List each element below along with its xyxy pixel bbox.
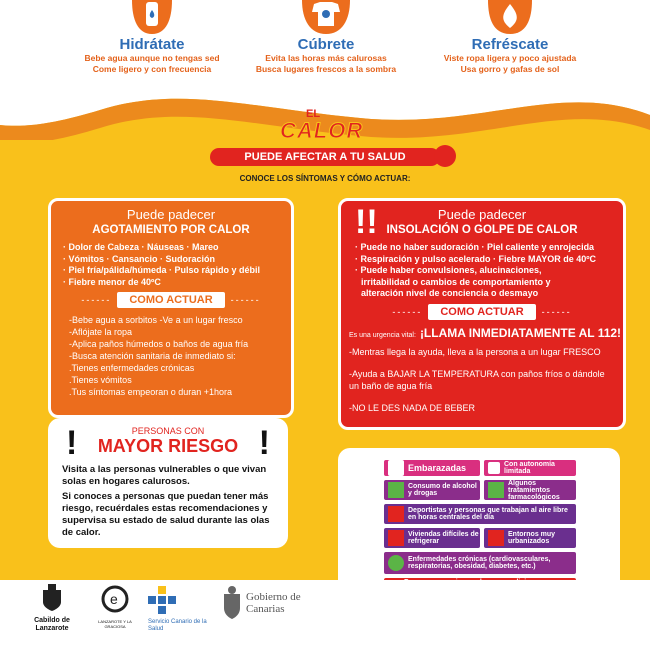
panel-title: INSOLACIÓN O GOLPE DE CALOR: [386, 224, 578, 236]
group-label: Algunos tratamientos farmacológicos: [508, 479, 560, 501]
svg-text:e: e: [110, 591, 118, 607]
tip-refresh: [420, 0, 600, 75]
symptom: · Piel fría/pálida/húmeda · Pulso rápido y débil: [63, 265, 261, 275]
symptom-list: [51, 236, 291, 288]
gobierno-shield-icon: [222, 586, 242, 620]
panel-pre: Puede padecer: [126, 207, 216, 222]
group-item: [384, 460, 480, 476]
ribbon: PUEDE AFECTAR A TU SALUD: [210, 148, 440, 166]
house-icon: [388, 530, 404, 546]
gobierno-label: Gobierno de Canarias: [246, 591, 301, 615]
action: -NO LE DES NADA DE BEBER: [349, 402, 476, 413]
tip-cover: [236, 0, 416, 75]
tip-title: Hidrátate: [119, 36, 185, 53]
action: -Bebe agua a sorbitos -Ve a un lugar fresco: [69, 315, 243, 325]
group-label: Embarazadas: [408, 463, 467, 473]
tip-line: Come ligero y con frecuencia: [92, 64, 212, 74]
panel-pre: Puede padecer: [437, 207, 527, 222]
tip-hydrate: [62, 0, 242, 75]
dashes: ------: [541, 306, 572, 317]
group-label: Viviendas difíciles de refrigerar: [408, 531, 479, 545]
symptom: · Puede haber convulsiones, alucinaciones,: [355, 265, 542, 275]
symptom: · Fiebre menor de 40ºC: [63, 276, 161, 287]
scs-cross-icon: [148, 586, 178, 614]
symptom-list: [341, 236, 623, 300]
risk-text-1: Visita a las personas vulnerables o que vivan solas en hogares calurosos.: [62, 464, 267, 487]
dashes: ------: [392, 306, 423, 317]
risk-title: MAYOR RIESGO: [97, 436, 239, 456]
logo-calor: CALOR: [280, 118, 364, 143]
tip-title: Refréscate: [471, 36, 549, 53]
buildings-icon: [488, 530, 504, 546]
group-item: [484, 480, 576, 500]
footer: [0, 580, 650, 650]
bottle-icon: [388, 482, 404, 498]
symptom: · Puede no haber sudoración · Piel caliente y enrojecida: [355, 242, 595, 252]
group-item: [484, 528, 576, 548]
cabildo-label: Cabildo de Lanzarote: [34, 617, 70, 632]
act-separator: [51, 292, 291, 308]
scs-label: Servicio Canario de la Salud: [148, 619, 207, 632]
action-list: [341, 340, 623, 414]
tips-row: [0, 0, 650, 110]
group-label: Con autonomía limitada: [504, 461, 555, 475]
act-separator: [341, 304, 623, 320]
warning-icon: !!: [355, 203, 378, 241]
thermometer-icon: [434, 145, 456, 167]
action: .Tus síntomas empeoran o duran +1hora: [69, 387, 233, 397]
action: -Ayuda a BAJAR LA TEMPERATURA con paños fríos o dándole un baño de agua fría: [349, 368, 605, 391]
exhaustion-panel: [48, 198, 294, 418]
water-bottle-icon: [122, 0, 182, 36]
sanidad-local-logo: [90, 584, 140, 629]
group-item: [384, 552, 576, 574]
el-calor-logo: [260, 108, 390, 148]
dashes: ------: [81, 295, 112, 305]
pill-icon: [488, 482, 504, 498]
symptom: · Respiración y pulso acelerado · Fiebre MAYOR de 40ºC: [355, 253, 597, 264]
panel-title: AGOTAMIENTO POR CALOR: [92, 224, 250, 236]
group-item: [384, 504, 576, 524]
group-label: Entornos muy urbanizados: [508, 531, 556, 545]
tip-line: Viste ropa ligera y poco ajustada: [443, 53, 577, 63]
tip-title: Cúbrete: [297, 36, 355, 53]
heart-icon: [388, 555, 404, 571]
health-logo-icon: [100, 584, 130, 614]
action: .Tienes vómitos: [69, 375, 132, 385]
exclamation-icon: !: [66, 424, 78, 462]
action: .Tienes enfermedades crónicas: [69, 363, 195, 373]
risk-text-2: Si conoces a personas que puedan tener más riesgo, recuérdales estas recomendaciones y supervisa su estado de salud durante las olas de calor.: [62, 491, 270, 538]
risk-text: [62, 464, 280, 539]
group-label: Deportistas y personas que trabajan al aire libre en horas centrales del día: [408, 507, 568, 521]
logo-el: EL: [306, 108, 321, 120]
dashes: ------: [230, 295, 261, 305]
urgent-pre: Es una urgencia vital:: [349, 331, 416, 339]
subtitle: CONOCE LOS SÍNTOMAS Y CÓMO ACTUAR:: [239, 174, 411, 183]
symptom: · Dolor de Cabeza · Náuseas · Mareo: [63, 242, 219, 252]
symptom: alteración nivel de conciencia o desmayo: [361, 288, 539, 298]
risk-pre: PERSONAS CON: [131, 426, 205, 436]
coat-of-arms-icon: [41, 584, 63, 612]
group-item: [484, 460, 576, 476]
group-item: [384, 528, 480, 548]
tshirt-icon: [296, 0, 356, 36]
pregnant-icon: [388, 460, 404, 476]
symptom: · Vómitos · Cansancio · Sudoración: [63, 253, 216, 264]
group-item: [384, 480, 480, 500]
cabildo-logo: [30, 584, 74, 633]
runner-icon: [388, 506, 404, 522]
symptom: irritabilidad o cambios de comportamiento y: [361, 276, 551, 287]
tip-line: Evita las horas más calurosas: [265, 53, 387, 63]
urgent-line: [341, 320, 623, 340]
action: -Aflójate la ropa: [69, 327, 133, 337]
wheelchair-icon: [488, 462, 500, 474]
tip-line: Bebe agua aunque no tengas sed: [84, 53, 220, 63]
drop-icon: [480, 0, 540, 36]
tip-line: Usa gorro y gafas de sol: [460, 64, 560, 74]
act-label: COMO ACTUAR: [117, 292, 224, 308]
lanzarote-label: LANZAROTE Y LA GRACIOSA: [98, 619, 132, 629]
tip-line: Busca lugares frescos a la sombra: [255, 64, 397, 74]
group-label: Enfermedades crónicas (cardiovasculares, respiratorias, obesidad, diabetes, etc.): [408, 556, 551, 570]
exclamation-icon: !: [258, 424, 270, 462]
urgent-call: ¡LLAMA INMEDIATAMENTE AL 112!: [419, 325, 622, 340]
act-label: COMO ACTUAR: [428, 304, 535, 320]
action: -Mentras llega la ayuda, lleva a la persona a un lugar FRESCO: [349, 346, 601, 357]
action: -Busca atención sanitaria de inmediato si:: [69, 351, 236, 361]
group-label: Consumo de alcohol y drogas: [408, 483, 477, 497]
heatstroke-panel: [338, 198, 626, 430]
gobierno-logo: [222, 586, 322, 620]
risk-panel: [48, 418, 288, 548]
action: -Aplica paños húmedos o baños de agua fría: [69, 339, 249, 349]
action-list: [51, 308, 291, 398]
scs-logo: [148, 586, 218, 633]
